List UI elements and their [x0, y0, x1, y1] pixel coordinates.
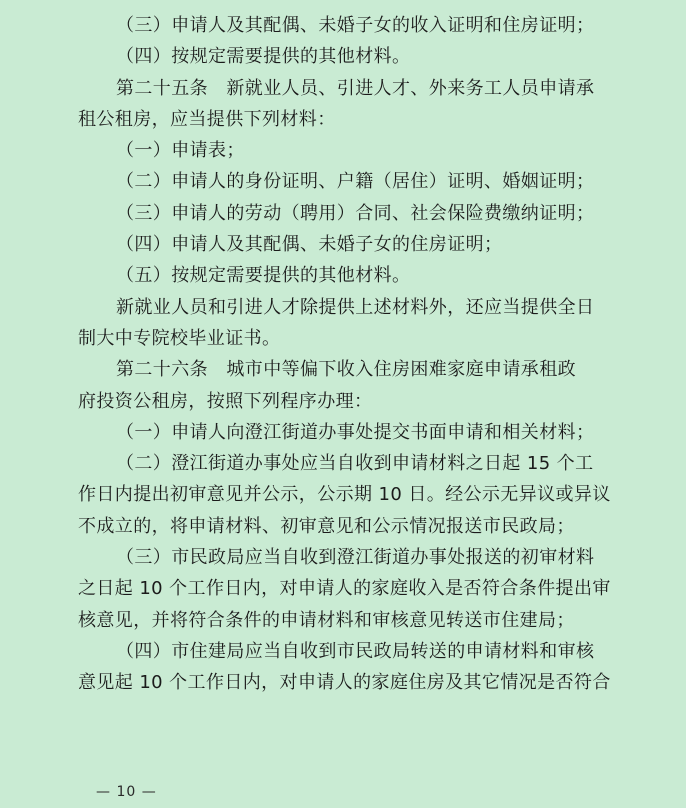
- text-line: （一）申请表；: [116, 140, 245, 162]
- text-line: （四）申请人及其配偶、未婚子女的住房证明；: [116, 234, 503, 256]
- text-line: 不成立的，将申请材料、初审意见和公示情况报送市民政局；: [78, 515, 575, 537]
- text-line: （三）申请人及其配偶、未婚子女的收入证明和住房证明；: [116, 15, 595, 36]
- text-line: （一）申请人向澄江街道办事处提交书面申请和相关材料；: [116, 421, 595, 443]
- text-line: （五）按规定需要提供的其他材料。: [116, 265, 411, 287]
- text-line: （三）申请人的劳动（聘用）合同、社会保险费缴纳证明；: [116, 202, 595, 224]
- document-body: [78, 10, 614, 699]
- text-line: （四）按规定需要提供的其他材料。: [116, 46, 411, 68]
- text-line: 制大中专院校毕业证书。: [78, 327, 281, 349]
- text-line: （二）申请人的身份证明、户籍（居住）证明、婚姻证明；: [116, 171, 595, 193]
- text-line: 核意见，并将符合条件的申请材料和审核意见转送市住建局；: [78, 609, 575, 631]
- text-line: （二）澄江街道办事处应当自收到申请材料之日起 15 个工: [116, 453, 594, 475]
- page-number: — 10 —: [96, 784, 157, 800]
- text-line: 意见起 10 个工作日内，对申请人的家庭住房及其它情况是否符合: [78, 672, 611, 694]
- article-heading-line: 第二十五条 新就业人员、引进人才、外来务工人员申请承: [116, 77, 595, 99]
- text-line: 租公租房，应当提供下列材料：: [78, 108, 336, 130]
- article-heading-line: 第二十六条 城市中等偏下收入住房困难家庭申请承租政: [116, 359, 576, 381]
- text-line: 新就业人员和引进人才除提供上述材料外，还应当提供全日: [116, 296, 595, 318]
- text-line: （三）市民政局应当自收到澄江街道办事处报送的初审材料: [116, 547, 595, 569]
- text-line: 府投资公租房，按照下列程序办理：: [78, 390, 373, 412]
- text-line: （四）市住建局应当自收到市民政局转送的申请材料和审核: [116, 640, 595, 662]
- text-line: 作日内提出初审意见并公示，公示期 10 日。经公示无异议或异议: [78, 484, 611, 506]
- text-line: 之日起 10 个工作日内，对申请人的家庭收入是否符合条件提出审: [78, 578, 611, 600]
